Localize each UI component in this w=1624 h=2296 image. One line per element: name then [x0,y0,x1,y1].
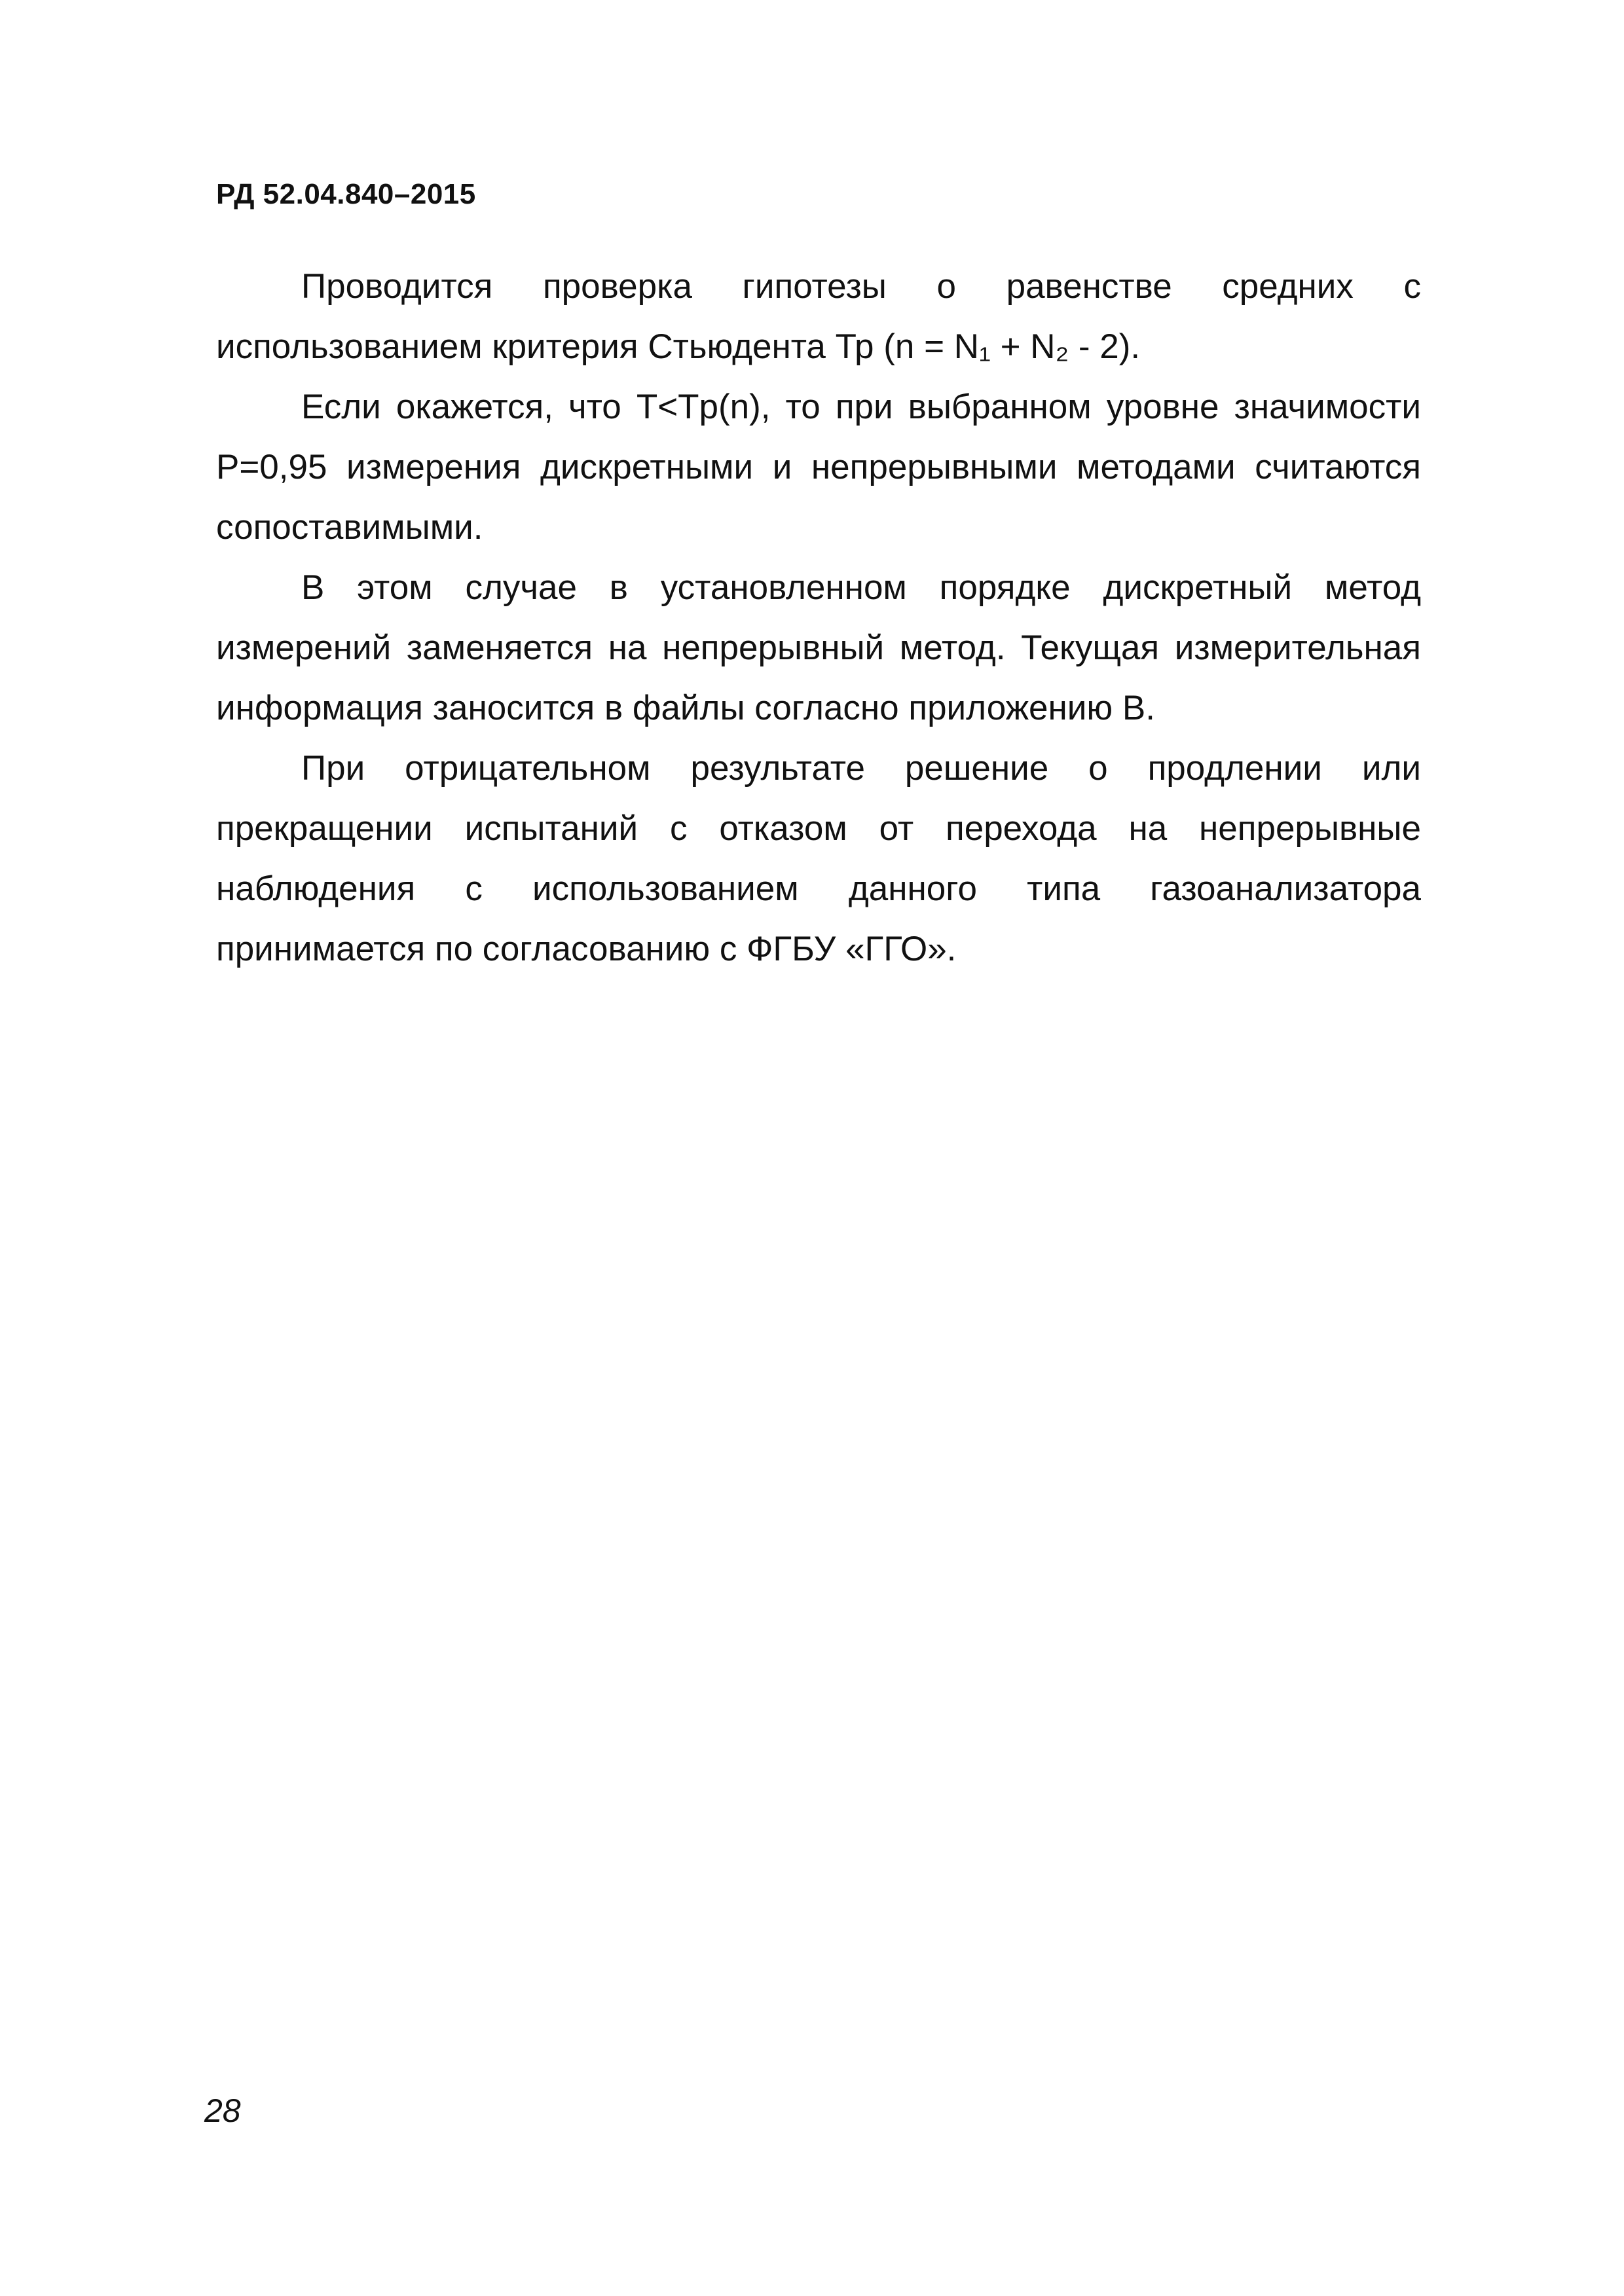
body-text [216,257,1421,979]
paragraph-significance-level: Если окажется, что T<Tp(n), то при выбранном уровне значимости P=0,95 измерения дискретными и непрерывными методами считаются сопоставимыми. [216,388,1421,547]
document-code: РД 52.04.840–2015 [216,178,476,210]
paragraph-student-test: Проводится проверка гипотезы о равенстве средних с использованием критерия Стьюдента Тр (n = N₁ + N₂ - 2). [216,267,1421,366]
paragraph-method-replacement: В этом случае в установленном порядке дискретный метод измерений заменяется на непрерывный метод. Текущая измерительная информация заносится в файлы согласно приложению В. [216,568,1421,727]
page-number: 28 [204,2092,241,2129]
paragraph-negative-result: При отрицательном результате решение о продлении или прекращении испытаний с отказом от перехода на непрерывные наблюдения с использованием данного типа газоанализатора принимается по согласованию с ФГБУ «ГГО». [216,749,1421,968]
